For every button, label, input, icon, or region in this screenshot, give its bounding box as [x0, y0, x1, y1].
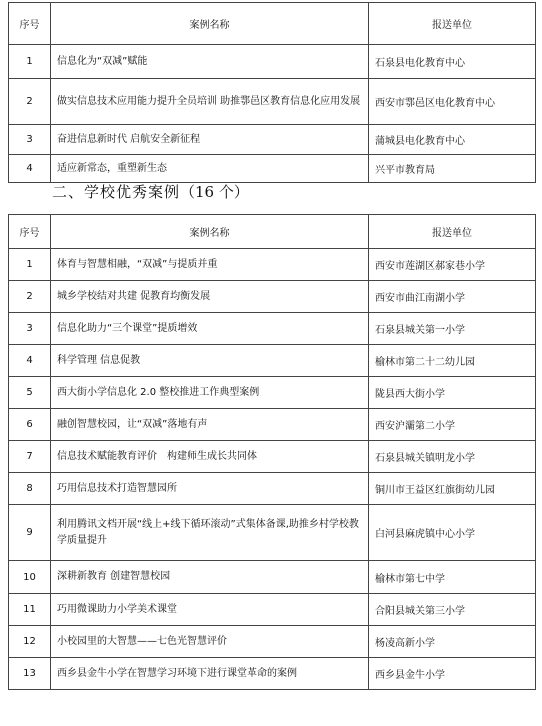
row-unit: 蒲城县电化教育中心	[369, 125, 536, 155]
section-heading	[52, 181, 249, 202]
table-row	[9, 45, 536, 79]
row-no: 3	[9, 313, 51, 345]
header-case-name: 案例名称	[51, 3, 369, 45]
row-unit: 兴平市教育局	[369, 155, 536, 183]
row-unit: 铜川市王益区红旗街幼儿园	[369, 473, 536, 505]
row-no: 4	[9, 345, 51, 377]
row-no: 6	[9, 409, 51, 441]
row-unit: 西乡县金牛小学	[369, 658, 536, 690]
table-row	[9, 155, 536, 183]
table-header-row	[9, 3, 536, 45]
table-row	[9, 473, 536, 505]
row-case-name: 做实信息技术应用能力提升全员培训 助推鄠邑区教育信息化应用发展	[51, 79, 369, 125]
school-cases-table	[8, 214, 536, 690]
table-row	[9, 377, 536, 409]
row-case-name: 西乡县金牛小学在智慧学习环境下进行课堂革命的案例	[51, 658, 369, 690]
row-case-name: 信息化助力“三个课堂”提质增效	[51, 313, 369, 345]
row-case-name: 信息化为“双减”赋能	[51, 45, 369, 79]
row-case-name: 信息技术赋能教育评价 构建师生成长共同体	[51, 441, 369, 473]
row-unit: 杨凌高新小学	[369, 626, 536, 658]
table-row	[9, 125, 536, 155]
row-case-name: 小校园里的大智慧——七色光智慧评价	[51, 626, 369, 658]
table-row	[9, 249, 536, 281]
row-unit: 西安市莲湖区郝家巷小学	[369, 249, 536, 281]
row-no: 4	[9, 155, 51, 183]
row-no: 10	[9, 561, 51, 594]
table-row	[9, 409, 536, 441]
row-no: 9	[9, 505, 51, 561]
row-case-name: 巧用微课助力小学美术课堂	[51, 594, 369, 626]
row-unit: 陇县西大街小学	[369, 377, 536, 409]
table-row	[9, 345, 536, 377]
row-case-name: 巧用信息技术打造智慧园所	[51, 473, 369, 505]
row-no: 5	[9, 377, 51, 409]
row-case-name: 西大街小学信息化 2.0 整校推进工作典型案例	[51, 377, 369, 409]
row-unit: 西安市鄠邑区电化教育中心	[369, 79, 536, 125]
row-unit: 白河县麻虎镇中心小学	[369, 505, 536, 561]
header-unit: 报送单位	[369, 3, 536, 45]
header-no: 序号	[9, 3, 51, 45]
table-header-row	[9, 215, 536, 249]
row-no: 3	[9, 125, 51, 155]
table-row	[9, 594, 536, 626]
row-case-name: 体育与智慧相融，“双减”与提质并重	[51, 249, 369, 281]
row-no: 2	[9, 281, 51, 313]
row-no: 13	[9, 658, 51, 690]
row-no: 7	[9, 441, 51, 473]
table-row	[9, 505, 536, 561]
header-unit: 报送单位	[369, 215, 536, 249]
row-no: 2	[9, 79, 51, 125]
section-count: （16 个）	[180, 183, 249, 201]
table-row	[9, 561, 536, 594]
row-unit: 石泉县城关镇明龙小学	[369, 441, 536, 473]
row-no: 1	[9, 249, 51, 281]
regional-cases-table	[8, 2, 536, 183]
header-case-name: 案例名称	[51, 215, 369, 249]
row-no: 1	[9, 45, 51, 79]
row-unit: 合阳县城关第三小学	[369, 594, 536, 626]
table-row	[9, 441, 536, 473]
row-unit: 西安沪灞第二小学	[369, 409, 536, 441]
row-case-name: 适应新常态，重塑新生态	[51, 155, 369, 183]
row-unit: 西安市曲江南湖小学	[369, 281, 536, 313]
table-row	[9, 626, 536, 658]
row-no: 11	[9, 594, 51, 626]
row-unit: 石泉县电化教育中心	[369, 45, 536, 79]
row-no: 8	[9, 473, 51, 505]
table-row	[9, 658, 536, 690]
row-case-name: 奋进信息新时代 启航安全新征程	[51, 125, 369, 155]
row-case-name: 融创智慧校园，让“双减”落地有声	[51, 409, 369, 441]
row-case-name: 城乡学校结对共建 促教育均衡发展	[51, 281, 369, 313]
row-case-name: 利用腾讯文档开展“线上+线下循环滚动”式集体备课,助推乡村学校教学质量提升	[51, 505, 369, 561]
section-title: 二、学校优秀案例	[52, 183, 181, 201]
table-row	[9, 313, 536, 345]
row-case-name: 深耕新教育 创建智慧校园	[51, 561, 369, 594]
row-unit: 石泉县城关第一小学	[369, 313, 536, 345]
table-row	[9, 79, 536, 125]
table-row	[9, 281, 536, 313]
header-no: 序号	[9, 215, 51, 249]
row-unit: 榆林市第七中学	[369, 561, 536, 594]
row-case-name: 科学管理 信息促教	[51, 345, 369, 377]
row-unit: 榆林市第二十二幼儿园	[369, 345, 536, 377]
row-no: 12	[9, 626, 51, 658]
